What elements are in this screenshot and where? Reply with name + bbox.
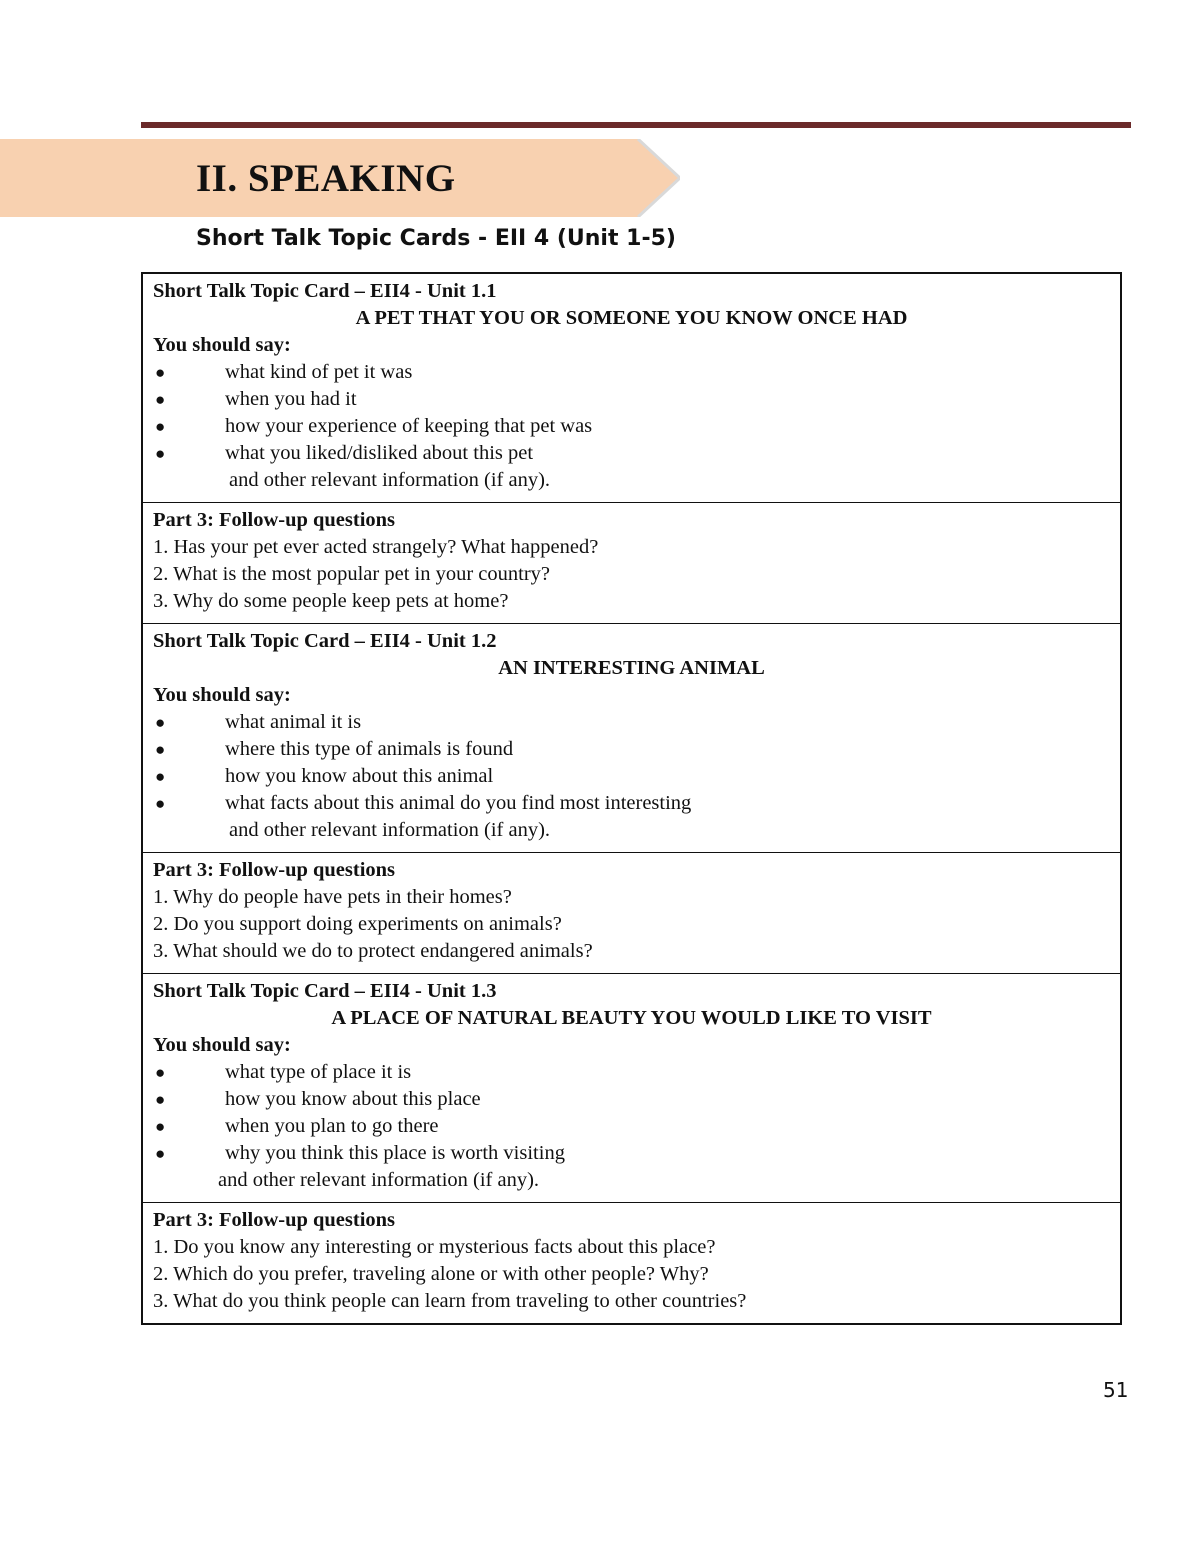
say-label: You should say: [153,684,291,706]
bullet-item [153,1086,1110,1113]
followup-title: Part 3: Follow-up questions [153,509,396,531]
bullet-text: what animal it is [225,711,362,733]
bullet-icon: ● [155,740,166,759]
bullet-item [153,1059,1110,1086]
bullet-icon: ● [155,390,166,409]
bullet-item [153,1140,1110,1167]
topic-cards-table [141,272,1122,1325]
bullet-item [153,790,1110,817]
followup-question: 1. Has your pet ever acted strangely? What happened? [153,536,599,558]
followup-block [142,503,1121,624]
card-heading: AN INTERESTING ANIMAL [498,657,765,679]
page-number: 51 [1103,1378,1129,1402]
bullet-item [153,413,1110,440]
card-title: Short Talk Topic Card – EII4 - Unit 1.3 [153,980,497,1002]
topic-card [142,624,1121,853]
header-rule [141,122,1131,128]
followup-question: 2. Do you support doing experiments on animals? [153,913,562,935]
card-tail: and other relevant information (if any). [229,469,551,491]
topic-card [142,273,1121,503]
bullet-item [153,763,1110,790]
bullet-icon: ● [155,794,166,813]
card-tail: and other relevant information (if any). [229,819,551,841]
followup-title: Part 3: Follow-up questions [153,859,396,881]
bullet-icon: ● [155,713,166,732]
followup-row [142,1203,1121,1325]
bullet-icon: ● [155,1063,166,1082]
bullet-text: what you liked/disliked about this pet [225,442,534,464]
card-row [142,974,1121,1203]
bullet-item [153,736,1110,763]
bullet-text: how your experience of keeping that pet was [225,415,593,437]
followup-row [142,853,1121,974]
bullet-icon: ● [155,417,166,436]
say-label: You should say: [153,1034,291,1056]
bullet-item [153,709,1110,736]
followup-title: Part 3: Follow-up questions [153,1209,396,1231]
bullet-text: what facts about this animal do you find most interesting [225,792,692,814]
followup-block [142,1203,1121,1325]
followup-block [142,853,1121,974]
bullet-icon: ● [155,767,166,786]
followup-question: 2. Which do you prefer, traveling alone or with other people? Why? [153,1263,709,1285]
followup-question: 3. What should we do to protect endangered animals? [153,940,593,962]
followup-question: 1. Why do people have pets in their homes? [153,886,512,908]
bullet-text: what kind of pet it was [225,361,413,383]
bullet-text: where this type of animals is found [225,738,514,760]
topic-card [142,974,1121,1203]
bullet-icon: ● [155,1090,166,1109]
followup-question: 1. Do you know any interesting or mysterious facts about this place? [153,1236,716,1258]
bullet-text: what type of place it is [225,1061,412,1083]
followup-question: 3. What do you think people can learn from traveling to other countries? [153,1290,747,1312]
card-title: Short Talk Topic Card – EII4 - Unit 1.2 [153,630,497,652]
section-title: II. SPEAKING [196,157,456,200]
bullet-text: when you plan to go there [225,1115,439,1137]
bullet-item [153,359,1110,386]
card-title: Short Talk Topic Card – EII4 - Unit 1.1 [153,280,497,302]
page-subtitle: Short Talk Topic Cards - EII 4 (Unit 1-5) [196,226,676,251]
bullet-text: when you had it [225,388,357,410]
say-label: You should say: [153,334,291,356]
bullet-icon: ● [155,444,166,463]
bullet-item [153,440,1110,467]
card-heading: A PLACE OF NATURAL BEAUTY YOU WOULD LIKE TO VISIT [331,1007,932,1029]
bullet-text: how you know about this animal [225,765,494,787]
card-row [142,273,1121,503]
followup-question: 3. Why do some people keep pets at home? [153,590,509,612]
card-heading: A PET THAT YOU OR SOMEONE YOU KNOW ONCE HAD [355,307,908,329]
bullet-icon: ● [155,1117,166,1136]
card-tail: and other relevant information (if any). [218,1169,540,1191]
bullet-item [153,386,1110,413]
followup-row [142,503,1121,624]
bullet-text: how you know about this place [225,1088,481,1110]
bullet-icon: ● [155,1144,166,1163]
bullet-icon: ● [155,363,166,382]
followup-question: 2. What is the most popular pet in your country? [153,563,551,585]
bullet-item [153,1113,1110,1140]
card-row [142,624,1121,853]
bullet-text: why you think this place is worth visiting [225,1142,565,1164]
